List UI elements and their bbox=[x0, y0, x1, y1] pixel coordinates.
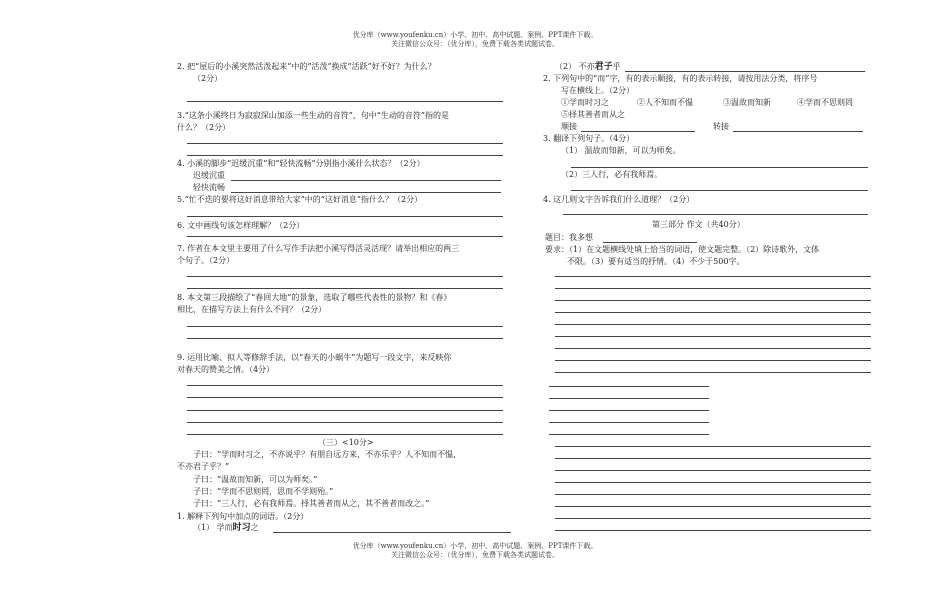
essay-line[interactable] bbox=[555, 360, 871, 361]
item-suffix: 之 bbox=[250, 523, 259, 532]
question-4-item-1: 迟缓沉重 bbox=[193, 171, 225, 180]
question-9: 9. 运用比喻、拟人等修辞手法，以“春天的小蜗牛”为题写一段文字，来反映你 bbox=[177, 353, 452, 362]
question-3: 3. 翻译下列句子。（4分） bbox=[543, 134, 635, 143]
question-9-cont: 对春天的赞美之情。（4分） bbox=[177, 365, 275, 374]
essay-line-short[interactable] bbox=[549, 410, 709, 411]
footer-line-2: 关注微信公众号：（优分库），免费下载各类试题试卷。 bbox=[391, 551, 559, 559]
answer-line[interactable] bbox=[273, 532, 511, 533]
question-3-item-1: （1） 温故而知新，可以为师矣。 bbox=[561, 146, 681, 155]
question-4: 4. 这几则文字告诉我们什么道理？（2分） bbox=[543, 195, 695, 204]
footer-line-1: 优分库（www.youfenku.cn）小学、初中、高中试题、案例、PPT课件下载。 bbox=[352, 542, 598, 550]
passage-line-4: 子曰：“三人行，必有我师焉。择其善者而从之，其不善者而改之。” bbox=[193, 499, 430, 508]
question-1-item-1 bbox=[193, 523, 259, 533]
answer-line[interactable] bbox=[187, 422, 503, 423]
item-suffix: 乎 bbox=[612, 62, 621, 71]
answer-line[interactable] bbox=[187, 236, 503, 237]
essay-requirements-cont: 不限。（3）要有适当的抒情。（4）不少于500字。 bbox=[567, 257, 745, 266]
essay-line[interactable] bbox=[555, 324, 871, 325]
answer-line[interactable] bbox=[571, 190, 868, 191]
option-4: ④学而不思则罔 bbox=[797, 98, 853, 107]
passage-line-2: 子曰：“温故而知新，可以为师矣。” bbox=[193, 475, 318, 484]
essay-line-short[interactable] bbox=[549, 422, 709, 423]
option-5: ⑤择其善者而从之 bbox=[561, 110, 625, 119]
answer-line[interactable] bbox=[187, 434, 503, 435]
question-1-item-2 bbox=[555, 62, 621, 72]
passage-line-1-cont: 不亦君子乎？” bbox=[177, 462, 230, 471]
label-shunjie: 顺接 bbox=[561, 122, 577, 131]
question-5: 5.“忙不迭的要将这好消息带给大家”中的“这好消息”指什么？（2分） bbox=[177, 195, 423, 204]
header-line-1: 优分库（www.youfenku.cn）小学、初中、高中试题、案例、PPT课件下载。 bbox=[352, 31, 598, 39]
answer-line[interactable] bbox=[625, 71, 865, 72]
essay-title: 题目：我多想 bbox=[545, 233, 593, 242]
answer-line[interactable] bbox=[187, 397, 503, 398]
essay-line[interactable] bbox=[555, 470, 871, 471]
essay-line[interactable] bbox=[555, 276, 871, 277]
answer-line[interactable] bbox=[571, 167, 868, 168]
essay-line[interactable] bbox=[555, 458, 871, 459]
passage-line-1: 子曰：“学而时习之，不亦说乎？有朋自远方来，不亦乐乎？人不知而不愠， bbox=[193, 450, 462, 459]
answer-line[interactable] bbox=[187, 288, 503, 289]
header-line-2: 关注微信公众号：（优分库），免费下载各类试题试卷。 bbox=[391, 40, 559, 48]
answer-line[interactable] bbox=[187, 143, 503, 144]
essay-line[interactable] bbox=[555, 288, 871, 289]
essay-line[interactable] bbox=[555, 372, 871, 373]
dotted-word: 时习 bbox=[232, 523, 251, 533]
answer-line[interactable] bbox=[187, 326, 503, 327]
question-3-cont: 什么？（2分） bbox=[177, 123, 231, 132]
question-4: 4. 小溪的脚步“迟缓沉重”和“轻快流畅”分别指小溪什么状态？（2分） bbox=[177, 159, 425, 168]
question-4-item-2: 轻快流畅 bbox=[193, 183, 225, 192]
essay-line[interactable] bbox=[555, 518, 871, 519]
part-3-heading: 第三部分 作文（共40分） bbox=[652, 220, 745, 229]
answer-line[interactable] bbox=[231, 192, 501, 193]
question-2: 2. 把“屋后的小溪突然活泼起来”中的“活泼”换成“活跃”好不好？为什么？ bbox=[177, 62, 436, 71]
essay-requirements: 要求：（1）在文题横线处填上恰当的词语，使文题完整。（2）除诗歌外，文体 bbox=[545, 245, 820, 254]
zhuanjie-answer-line[interactable] bbox=[733, 131, 863, 132]
question-8-cont: 相比，在描写方法上有什么不同？（2分） bbox=[177, 305, 327, 314]
answer-line[interactable] bbox=[187, 385, 503, 386]
question-3-item-2: （2）三人行，必有我师焉。 bbox=[561, 170, 663, 179]
question-6: 6. 文中画线句该怎样理解？（2分） bbox=[177, 221, 305, 230]
question-7-cont: 个句子。（2分） bbox=[177, 256, 235, 265]
essay-line[interactable] bbox=[555, 506, 871, 507]
essay-line-short[interactable] bbox=[549, 434, 709, 435]
question-2: 2. 下列句中的“而”字，有的表示顺接，有的表示转接，请按用法分类，将序号 bbox=[543, 74, 818, 83]
page-footer bbox=[0, 542, 950, 560]
essay-line[interactable] bbox=[555, 336, 871, 337]
essay-line[interactable] bbox=[555, 530, 871, 531]
option-3: ③温故而知新 bbox=[723, 98, 771, 107]
answer-line[interactable] bbox=[187, 155, 503, 156]
essay-title-blank[interactable] bbox=[603, 242, 697, 243]
passage-line-3: 子曰：“学而不思则罔，思而不学则殆。” bbox=[193, 487, 334, 496]
answer-line[interactable] bbox=[563, 214, 868, 215]
item-prefix: （1） 学而 bbox=[193, 523, 233, 532]
essay-line[interactable] bbox=[555, 312, 871, 313]
item-prefix: （2） 不亦 bbox=[555, 62, 595, 71]
dotted-word: 君子 bbox=[594, 62, 613, 72]
answer-line[interactable] bbox=[187, 276, 503, 277]
page-header bbox=[0, 31, 950, 49]
question-2-score: （2分） bbox=[193, 74, 223, 83]
section-3-heading: （三）<10分> bbox=[318, 438, 374, 447]
essay-line[interactable] bbox=[555, 482, 871, 483]
essay-line[interactable] bbox=[555, 446, 871, 447]
option-1: ①学而时习之 bbox=[561, 98, 609, 107]
question-3: 3.“这条小溪终日为寂寂深山加添一些生动的音符”，句中“生动的音符”指的是 bbox=[177, 111, 449, 120]
answer-line[interactable] bbox=[187, 410, 503, 411]
essay-line-short[interactable] bbox=[549, 386, 709, 387]
essay-line[interactable] bbox=[555, 494, 871, 495]
shunjie-answer-line[interactable] bbox=[581, 131, 695, 132]
essay-line[interactable] bbox=[555, 300, 871, 301]
answer-line[interactable] bbox=[187, 216, 503, 217]
answer-line[interactable] bbox=[231, 180, 501, 181]
question-8: 8. 本文第三段描绘了“春回大地”的景象，选取了哪些代表性的景物？和《春》 bbox=[177, 293, 452, 302]
question-2-cont: 写在横线上。（2分） bbox=[561, 86, 635, 95]
question-1: 1. 解释下列句中加点的词语。（2分） bbox=[177, 512, 309, 521]
answer-line[interactable] bbox=[187, 338, 503, 339]
essay-line-short[interactable] bbox=[549, 398, 709, 399]
answer-line[interactable] bbox=[187, 101, 503, 102]
question-7: 7. 作者在本文里主要用了什么写作手法把小溪写得活灵活现？请举出相应的两三 bbox=[177, 244, 460, 253]
option-2: ②人不知而不愠 bbox=[637, 98, 693, 107]
essay-line[interactable] bbox=[555, 348, 871, 349]
label-zhuanjie: 转接 bbox=[713, 122, 729, 131]
